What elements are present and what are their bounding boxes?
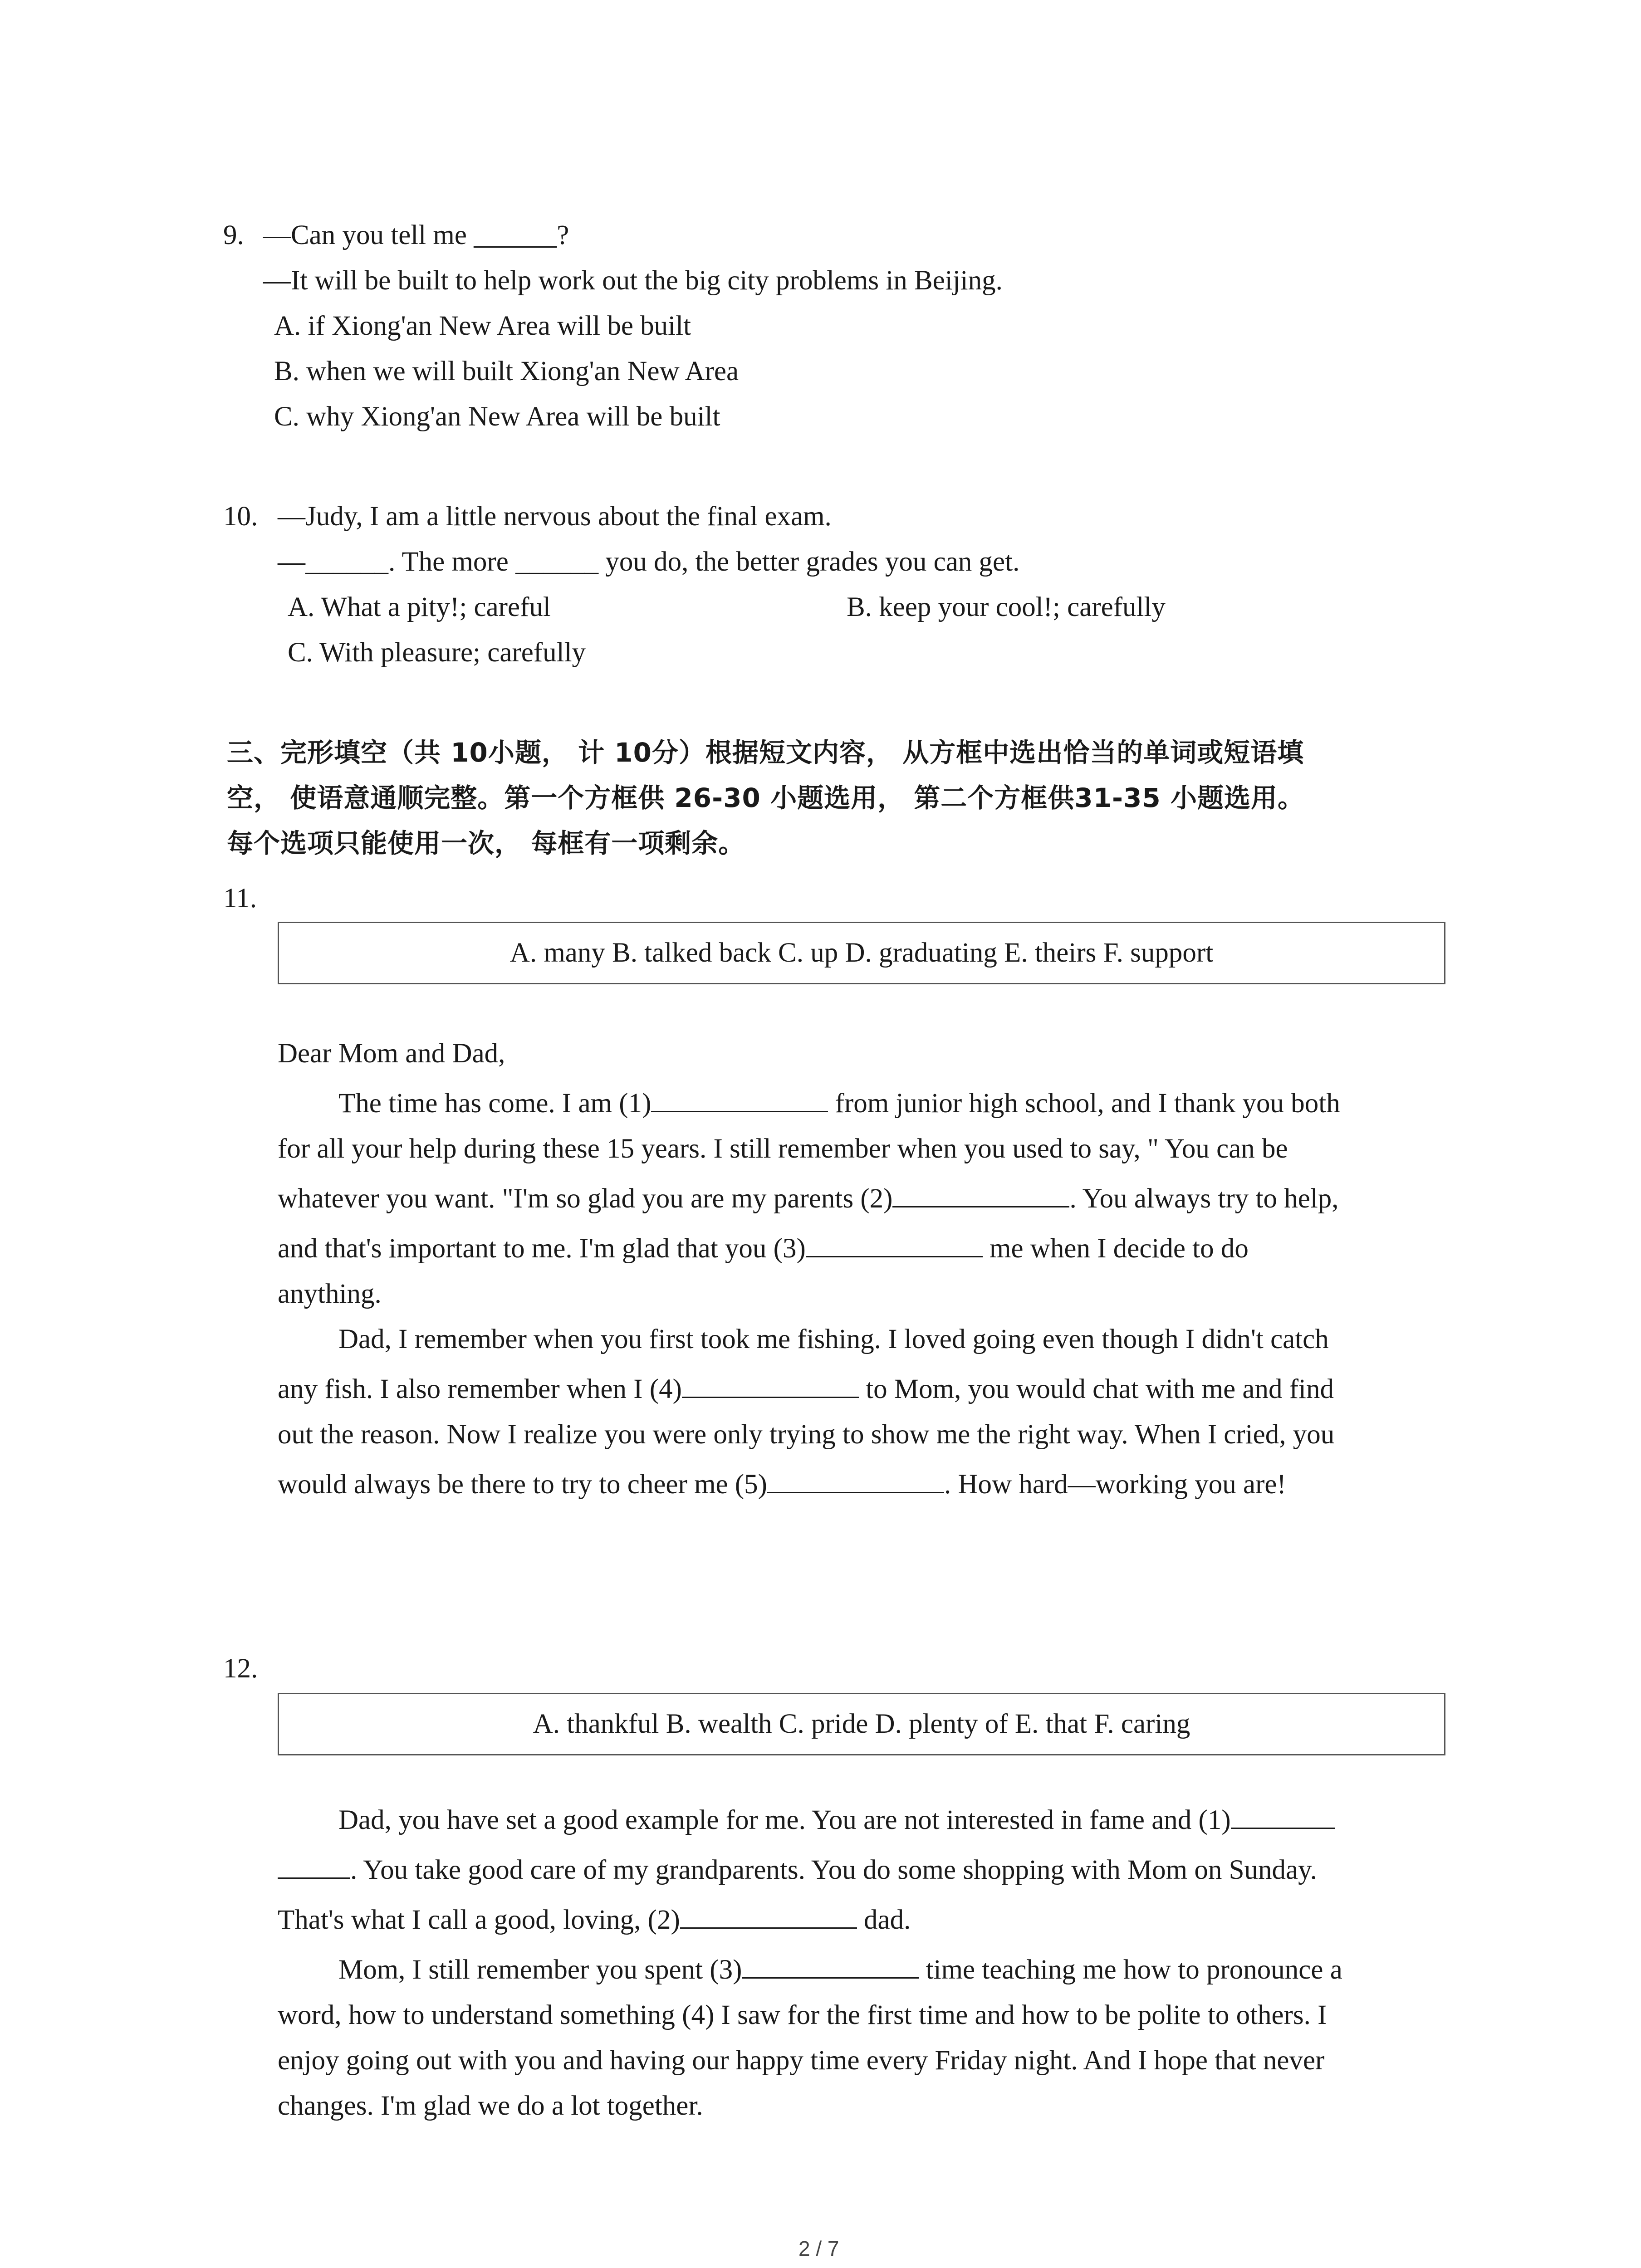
q12-p2-line-3: enjoy going out with you and having our happy time every Friday night. And I hope that never [278,2045,1325,2076]
q9-number: 9. [223,220,244,250]
passage-text: and that's important to me. I'm glad that you (3) [278,1233,806,1264]
q12-p2-line-2: word, how to understand something (4) I saw for the first time and how to be polite to others. I [278,2000,1327,2030]
passage-text: Mom, I still remember you spent (3) [338,1955,742,1985]
blank-1 [651,1110,828,1112]
q10-question: —Judy, I am a little nervous about the final exam. [278,501,832,532]
q11-p1-line-3 [278,1185,1339,1212]
q11-p1-line-1 [338,1090,1340,1117]
q9-option-a: A. if Xiong'an New Area will be built [274,311,691,341]
blank-1 [1231,1827,1335,1829]
passage-text: That's what I call a good, loving, (2) [278,1905,680,1935]
q10-option-c: C. With pleasure; carefully [288,637,586,668]
q12-word-box: A. thankful B. wealth C. pride D. plenty of E. that F. caring [278,1693,1445,1755]
q11-p1-line-2: for all your help during these 15 years. I still remember when you used to say, " You can be [278,1134,1288,1164]
passage-text: dad. [857,1905,911,1935]
passage-text: Dad, you have set a good example for me. You are not interested in fame and (1) [338,1805,1231,1835]
blank-4 [682,1396,859,1398]
passage-text: . How hard—working you are! [944,1469,1286,1500]
q12-p1-line-1 [338,1806,1335,1834]
blank-5 [767,1491,944,1493]
q9-answer-line: —It will be built to help work out the big city problems in Beijing. [263,265,1003,296]
q9-question: —Can you tell me ______? [263,220,569,250]
q12-p2-line-1 [338,1956,1342,1984]
section3-heading-line-1: 三、完形填空（共 10小题， 计 10分）根据短文内容， 从方框中选出恰当的单词或短语填 [227,737,1304,768]
q10-option-b: B. keep your cool!; carefully [847,592,1166,622]
blank-2 [680,1927,857,1929]
q12-p1-line-3 [278,1906,911,1934]
passage-text: whatever you want. "I'm so glad you are my parents (2) [278,1183,893,1214]
passage-text: any fish. I also remember when I (4) [278,1374,682,1404]
q10-number: 10. [223,501,258,532]
q9-option-b: B. when we will built Xiong'an New Area [274,356,739,386]
section3-heading-line-2: 空， 使语意通顺完整。第一个方框供 26-30 小题选用， 第二个方框供31-35 小题选用。 [227,782,1304,813]
passage-text: to Mom, you would chat with me and find [858,1374,1334,1404]
q9-option-c: C. why Xiong'an New Area will be built [274,401,720,432]
passage-text: . You take good care of my grandparents. You do some shopping with Mom on Sunday. [350,1855,1317,1885]
q10-answer-line: —______. The more ______ you do, the better grades you can get. [278,547,1020,577]
blank-3 [806,1256,983,1257]
passage-text: time teaching me how to pronounce a [919,1955,1342,1985]
q12-number: 12. [223,1653,258,1684]
q11-p2-line-3: out the reason. Now I realize you were only trying to show me the right way. When I cried, you [278,1419,1335,1450]
q11-word-box: A. many B. talked back C. up D. graduating E. theirs F. support [278,922,1445,984]
q11-p2-line-4 [278,1471,1286,1498]
q11-p1-line-5: anything. [278,1279,382,1309]
blank-2 [892,1206,1069,1207]
blank-1-continued [278,1877,350,1879]
passage-text: would always be there to try to cheer me (5) [278,1469,767,1500]
passage-text: me when I decide to do [982,1233,1249,1264]
q10-option-a: A. What a pity!; careful [288,592,551,622]
q11-p2-line-1: Dad, I remember when you first took me fishing. I loved going even though I didn't catch [338,1324,1329,1354]
page-number: 2 / 7 [798,2237,839,2260]
q11-salutation: Dear Mom and Dad, [278,1038,505,1069]
passage-text: The time has come. I am (1) [338,1088,652,1119]
q12-p1-line-2 [278,1856,1317,1884]
blank-3 [742,1977,919,1979]
q11-number: 11. [223,883,257,914]
section3-heading-line-3: 每个选项只能使用一次， 每框有一项剩余。 [227,828,745,859]
passage-text: from junior high school, and I thank you both [835,1088,1340,1119]
passage-text: . You always try to help, [1069,1183,1339,1214]
q11-p1-line-4 [278,1235,1249,1262]
q11-p2-line-2 [278,1375,1334,1403]
q12-p2-line-4: changes. I'm glad we do a lot together. [278,2091,703,2121]
